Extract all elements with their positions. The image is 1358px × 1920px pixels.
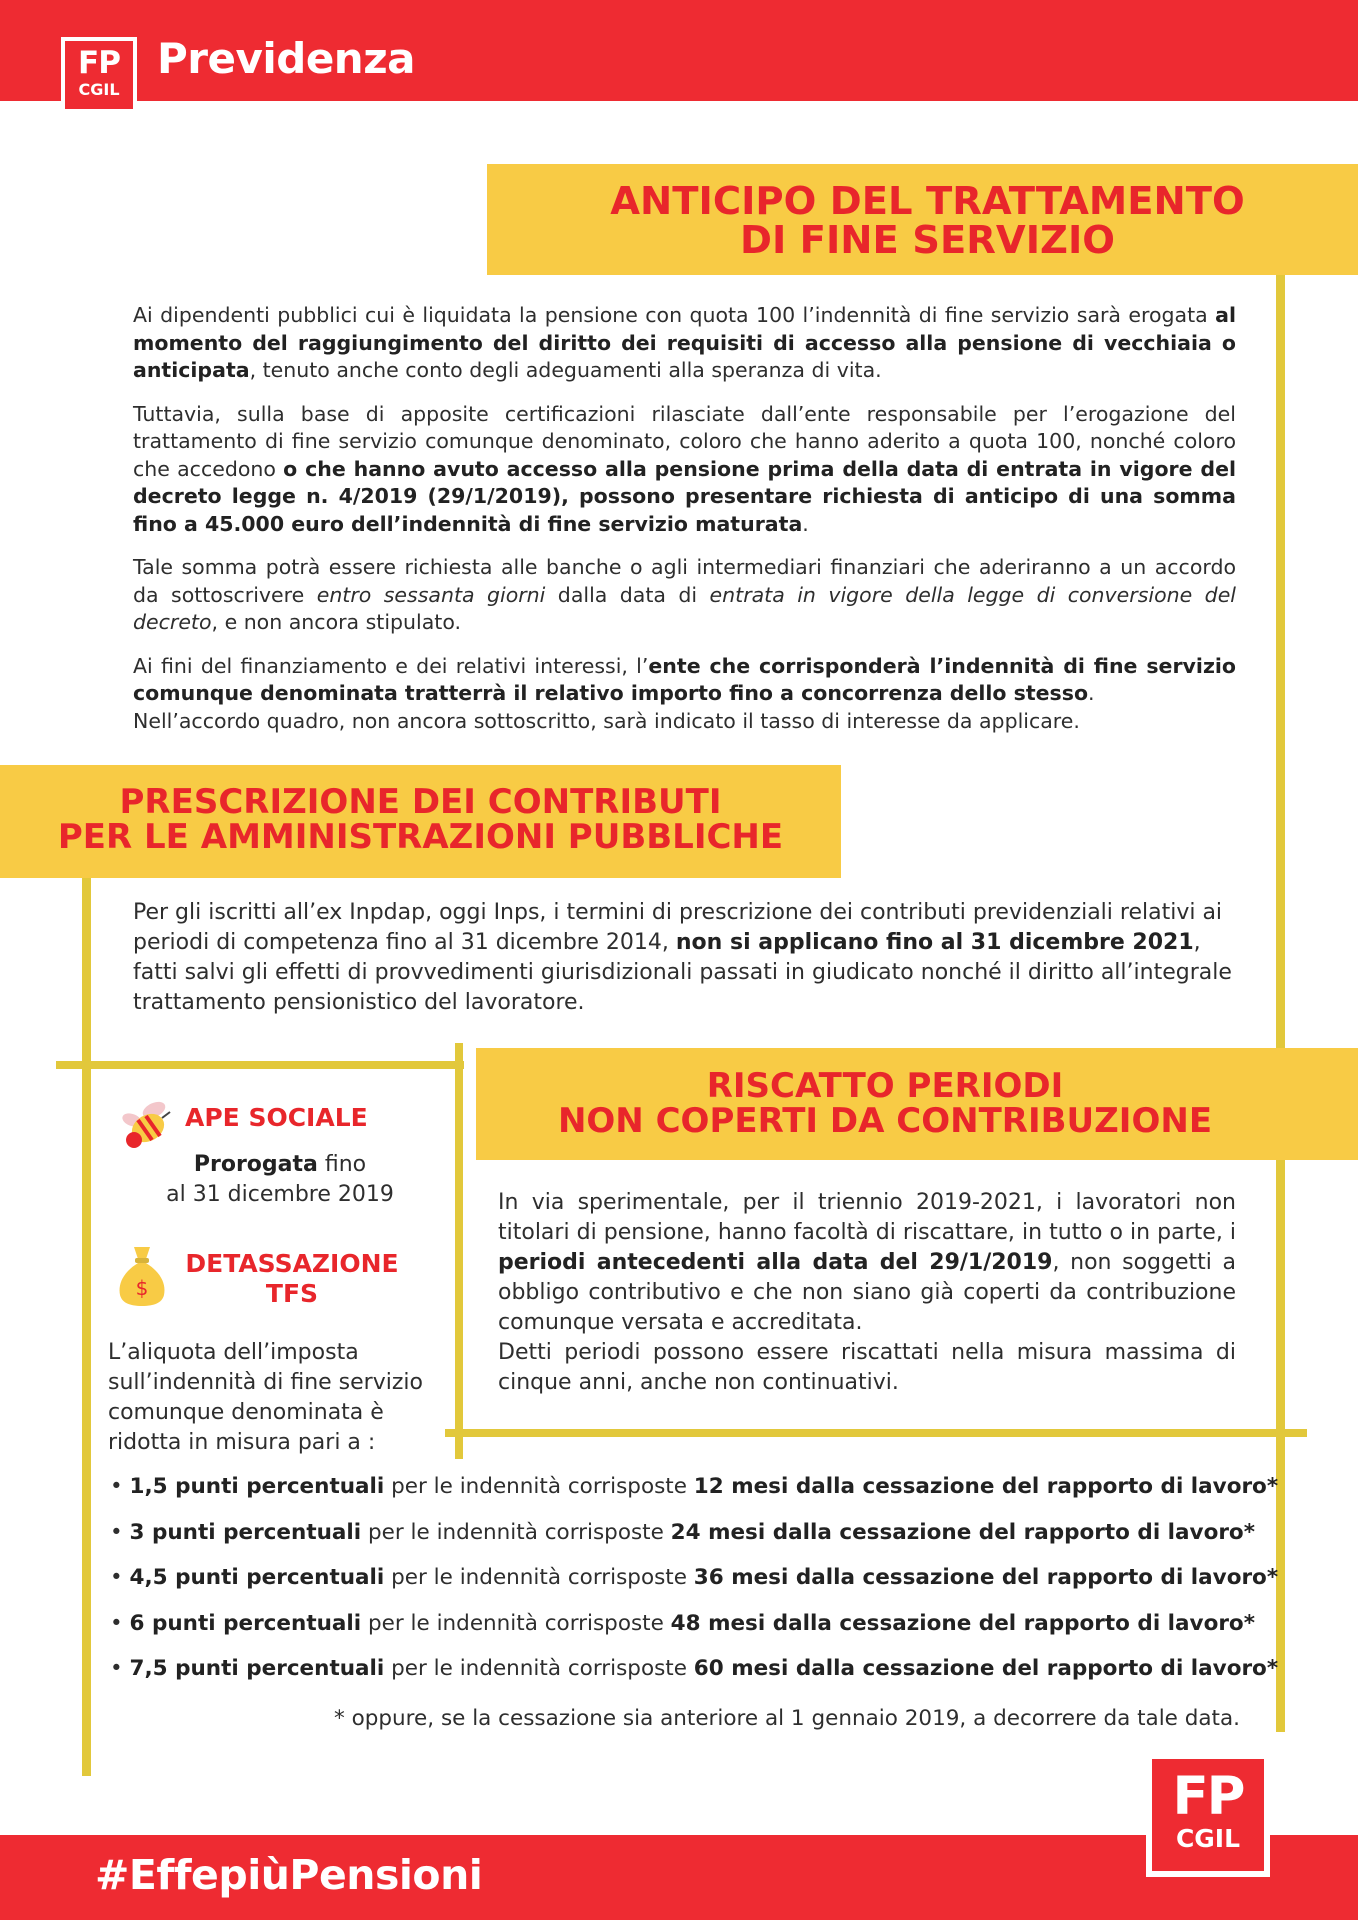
text: fino — [317, 1152, 367, 1177]
fp-cgil-logo — [61, 37, 137, 113]
divider-line-horizontal-bottom — [445, 1429, 1307, 1437]
title-line: PER LE AMMINISTRAZIONI PUBBLICHE — [57, 816, 784, 857]
bold-text: ente che corrisponderà l’indennità di fine servizio comunque denominata tratterrà il relativo importo fino a concorrenza dello stesso — [133, 653, 1236, 705]
text: Ai dipendenti pubblici cui è liquidata la pensione con quota 100 l’indennità di fine servizio sarà erogata — [133, 303, 1216, 327]
title-line: PRESCRIZIONE DEI CONTRIBUTI — [119, 782, 722, 822]
bold-text: o che hanno avuto accesso alla pensione prima della data di entrata in vigore del decreto legge n. 4/2019 (29/1/2019), possono presentare richiesta di anticipo di una somma fino a 45.000 euro dell’indennità di fine servizio maturata — [133, 456, 1236, 536]
text: per le indennità corrisposte — [384, 1656, 694, 1681]
text: Tale somma potrà essere richiesta alle banche o agli intermediari finanziari che aderiranno a un accordo da sottoscrivere — [133, 555, 1236, 607]
aliquota-list — [110, 1473, 1279, 1701]
logo-fp-text: FP — [78, 45, 120, 81]
title-line: TFS — [265, 1279, 319, 1308]
title-line: DETASSAZIONE — [185, 1249, 399, 1278]
ape-sociale-title: APE SOCIALE — [185, 1103, 368, 1132]
bold-text: 1,5 punti percentuali — [129, 1474, 385, 1499]
text: , e non ancora stipulato. — [211, 610, 462, 634]
ape-sociale-body — [120, 1150, 440, 1210]
bold-text: 3 punti percentuali — [129, 1519, 362, 1545]
text: , fatti salvi gli effetti di provvedimenti giurisdizionali passati in giudicato nonché il diritto all’integrale trattamento pensionistico del lavoratore. — [133, 930, 1232, 1015]
bold-text: non si applicano fino al 31 dicembre 2021 — [675, 930, 1194, 955]
title-line: ANTICIPO DEL TRATTAMENTO — [610, 179, 1245, 224]
anticipo-body — [133, 302, 1236, 735]
italic-text: entro sessanta giorni — [316, 582, 546, 607]
list-item: • 7,5 punti percentuali per le indennità corrisposte 60 mesi dalla cessazione del rapporto di lavoro* — [110, 1656, 1279, 1681]
text: Nell’accordo quadro, non ancora sottoscritto, sarà indicato il tasso di interesse da applicare. — [133, 708, 1080, 733]
bold-text: 12 mesi dalla cessazione del rapporto di lavoro* — [693, 1474, 1279, 1499]
footnote: * oppure, se la cessazione sia anteriore al 1 gennaio 2019, a decorrere da tale data. — [334, 1706, 1240, 1731]
title-line: NON COPERTI DA CONTRIBUZIONE — [557, 1100, 1213, 1141]
paragraph — [133, 401, 1236, 539]
text: per le indennità corrisposte — [384, 1474, 694, 1499]
text: . — [1088, 681, 1095, 705]
prescrizione-body — [133, 898, 1233, 1018]
title-line: DI FINE SERVIZIO — [740, 218, 1115, 264]
bold-text: al momento del raggiungimento del diritto dei requisiti di accesso alla pensione di vecchiaia o anticipata — [133, 303, 1236, 382]
money-bag-icon — [116, 1245, 168, 1307]
paragraph — [133, 554, 1236, 637]
divider-line-right — [1276, 272, 1285, 1732]
paragraph — [133, 302, 1236, 385]
text: In via sperimentale, per il triennio 2019-2021, i lavoratori non titolari di pensione, hanno facoltà di riscattare, in tutto o in parte, i — [498, 1190, 1236, 1245]
text: per le indennità corrisposte — [361, 1519, 671, 1545]
list-item: • 1,5 punti percentuali per le indennità corrisposte 12 mesi dalla cessazione del rapporto di lavoro* — [110, 1474, 1279, 1499]
bold-text: 4,5 punti percentuali — [129, 1565, 385, 1590]
text: Tuttavia, sulla base di apposite certificazioni rilasciate dall’ente responsabile per l’erogazione del trattamento di fine servizio comunque denominato, coloro che hanno aderito a quota 100, nonché coloro che accedono — [133, 401, 1236, 481]
divider-line-horizontal-top — [56, 1061, 464, 1069]
text: , tenuto anche conto degli adeguamenti alla speranza di vita. — [249, 358, 882, 382]
riscatto-body — [498, 1188, 1236, 1398]
bold-text: 24 mesi dalla cessazione del rapporto di lavoro* — [670, 1519, 1255, 1545]
text: al 31 dicembre 2019 — [166, 1182, 394, 1207]
fp-cgil-logo-footer — [1146, 1753, 1270, 1877]
text: , non soggetti a obbligo contributivo e che non siano già coperti da contribuzione comunque versata e accreditata. — [498, 1250, 1236, 1335]
divider-line-left — [82, 876, 91, 1776]
list-item: • 3 punti percentuali per le indennità corrisposte 24 mesi dalla cessazione del rapporto di lavoro* — [110, 1519, 1255, 1545]
section-title-prescrizione — [0, 782, 841, 857]
detassazione-title — [170, 1249, 414, 1309]
bold-text: 36 mesi dalla cessazione del rapporto di lavoro* — [693, 1565, 1279, 1590]
page-title: Previdenza — [157, 34, 415, 83]
italic-text: entrata in vigore della legge di conversione del decreto — [133, 582, 1237, 634]
bold-text: 6 punti percentuali — [129, 1610, 362, 1636]
section-title-riscatto — [476, 1066, 1294, 1141]
title-line: RISCATTO PERIODI — [706, 1066, 1064, 1106]
text: per le indennità corrisposte — [384, 1565, 694, 1590]
logo-cgil-text: CGIL — [1175, 1824, 1241, 1853]
text: Detti periodi possono essere riscattati nella misura massima di cinque anni, anche non continuativi. — [498, 1340, 1236, 1395]
text: dalla data di — [545, 582, 710, 607]
text: per le indennità corrisposte — [361, 1610, 671, 1636]
text: Per gli iscritti all’ex Inpdap, oggi Inps, i termini di prescrizione dei contributi previdenziali relativi ai periodi di competenza fino al 31 dicembre 2014, — [133, 900, 1223, 955]
list-item: • 6 punti percentuali per le indennità corrisposte 48 mesi dalla cessazione del rapporto di lavoro* — [110, 1610, 1255, 1636]
text: . — [802, 511, 809, 536]
bold-text: 48 mesi dalla cessazione del rapporto di lavoro* — [670, 1610, 1255, 1636]
section-title-anticipo — [487, 179, 1358, 264]
text: Ai fini del finanziamento e dei relativi interessi, l’ — [133, 653, 649, 678]
hashtag-text: #EffepiùPensioni — [95, 1851, 483, 1899]
bold-text: Prorogata — [193, 1152, 318, 1177]
bold-text: 7,5 punti percentuali — [129, 1656, 385, 1681]
bold-text: 60 mesi dalla cessazione del rapporto di lavoro* — [693, 1656, 1279, 1681]
divider-line-center — [455, 1043, 463, 1459]
logo-cgil-text: CGIL — [78, 80, 120, 99]
svg-text:$: $ — [135, 1276, 149, 1300]
detassazione-body: L’aliquota dell’imposta sull’indennità di fine servizio comunque denominata è ridotta in misura pari a : — [108, 1340, 423, 1455]
logo-fp-text: FP — [1172, 1766, 1244, 1827]
bee-icon — [118, 1096, 176, 1154]
paragraph — [133, 653, 1236, 736]
list-item: • 4,5 punti percentuali per le indennità corrisposte 36 mesi dalla cessazione del rapporto di lavoro* — [110, 1565, 1279, 1590]
bold-text: periodi antecedenti alla data del 29/1/2019 — [498, 1250, 1053, 1275]
